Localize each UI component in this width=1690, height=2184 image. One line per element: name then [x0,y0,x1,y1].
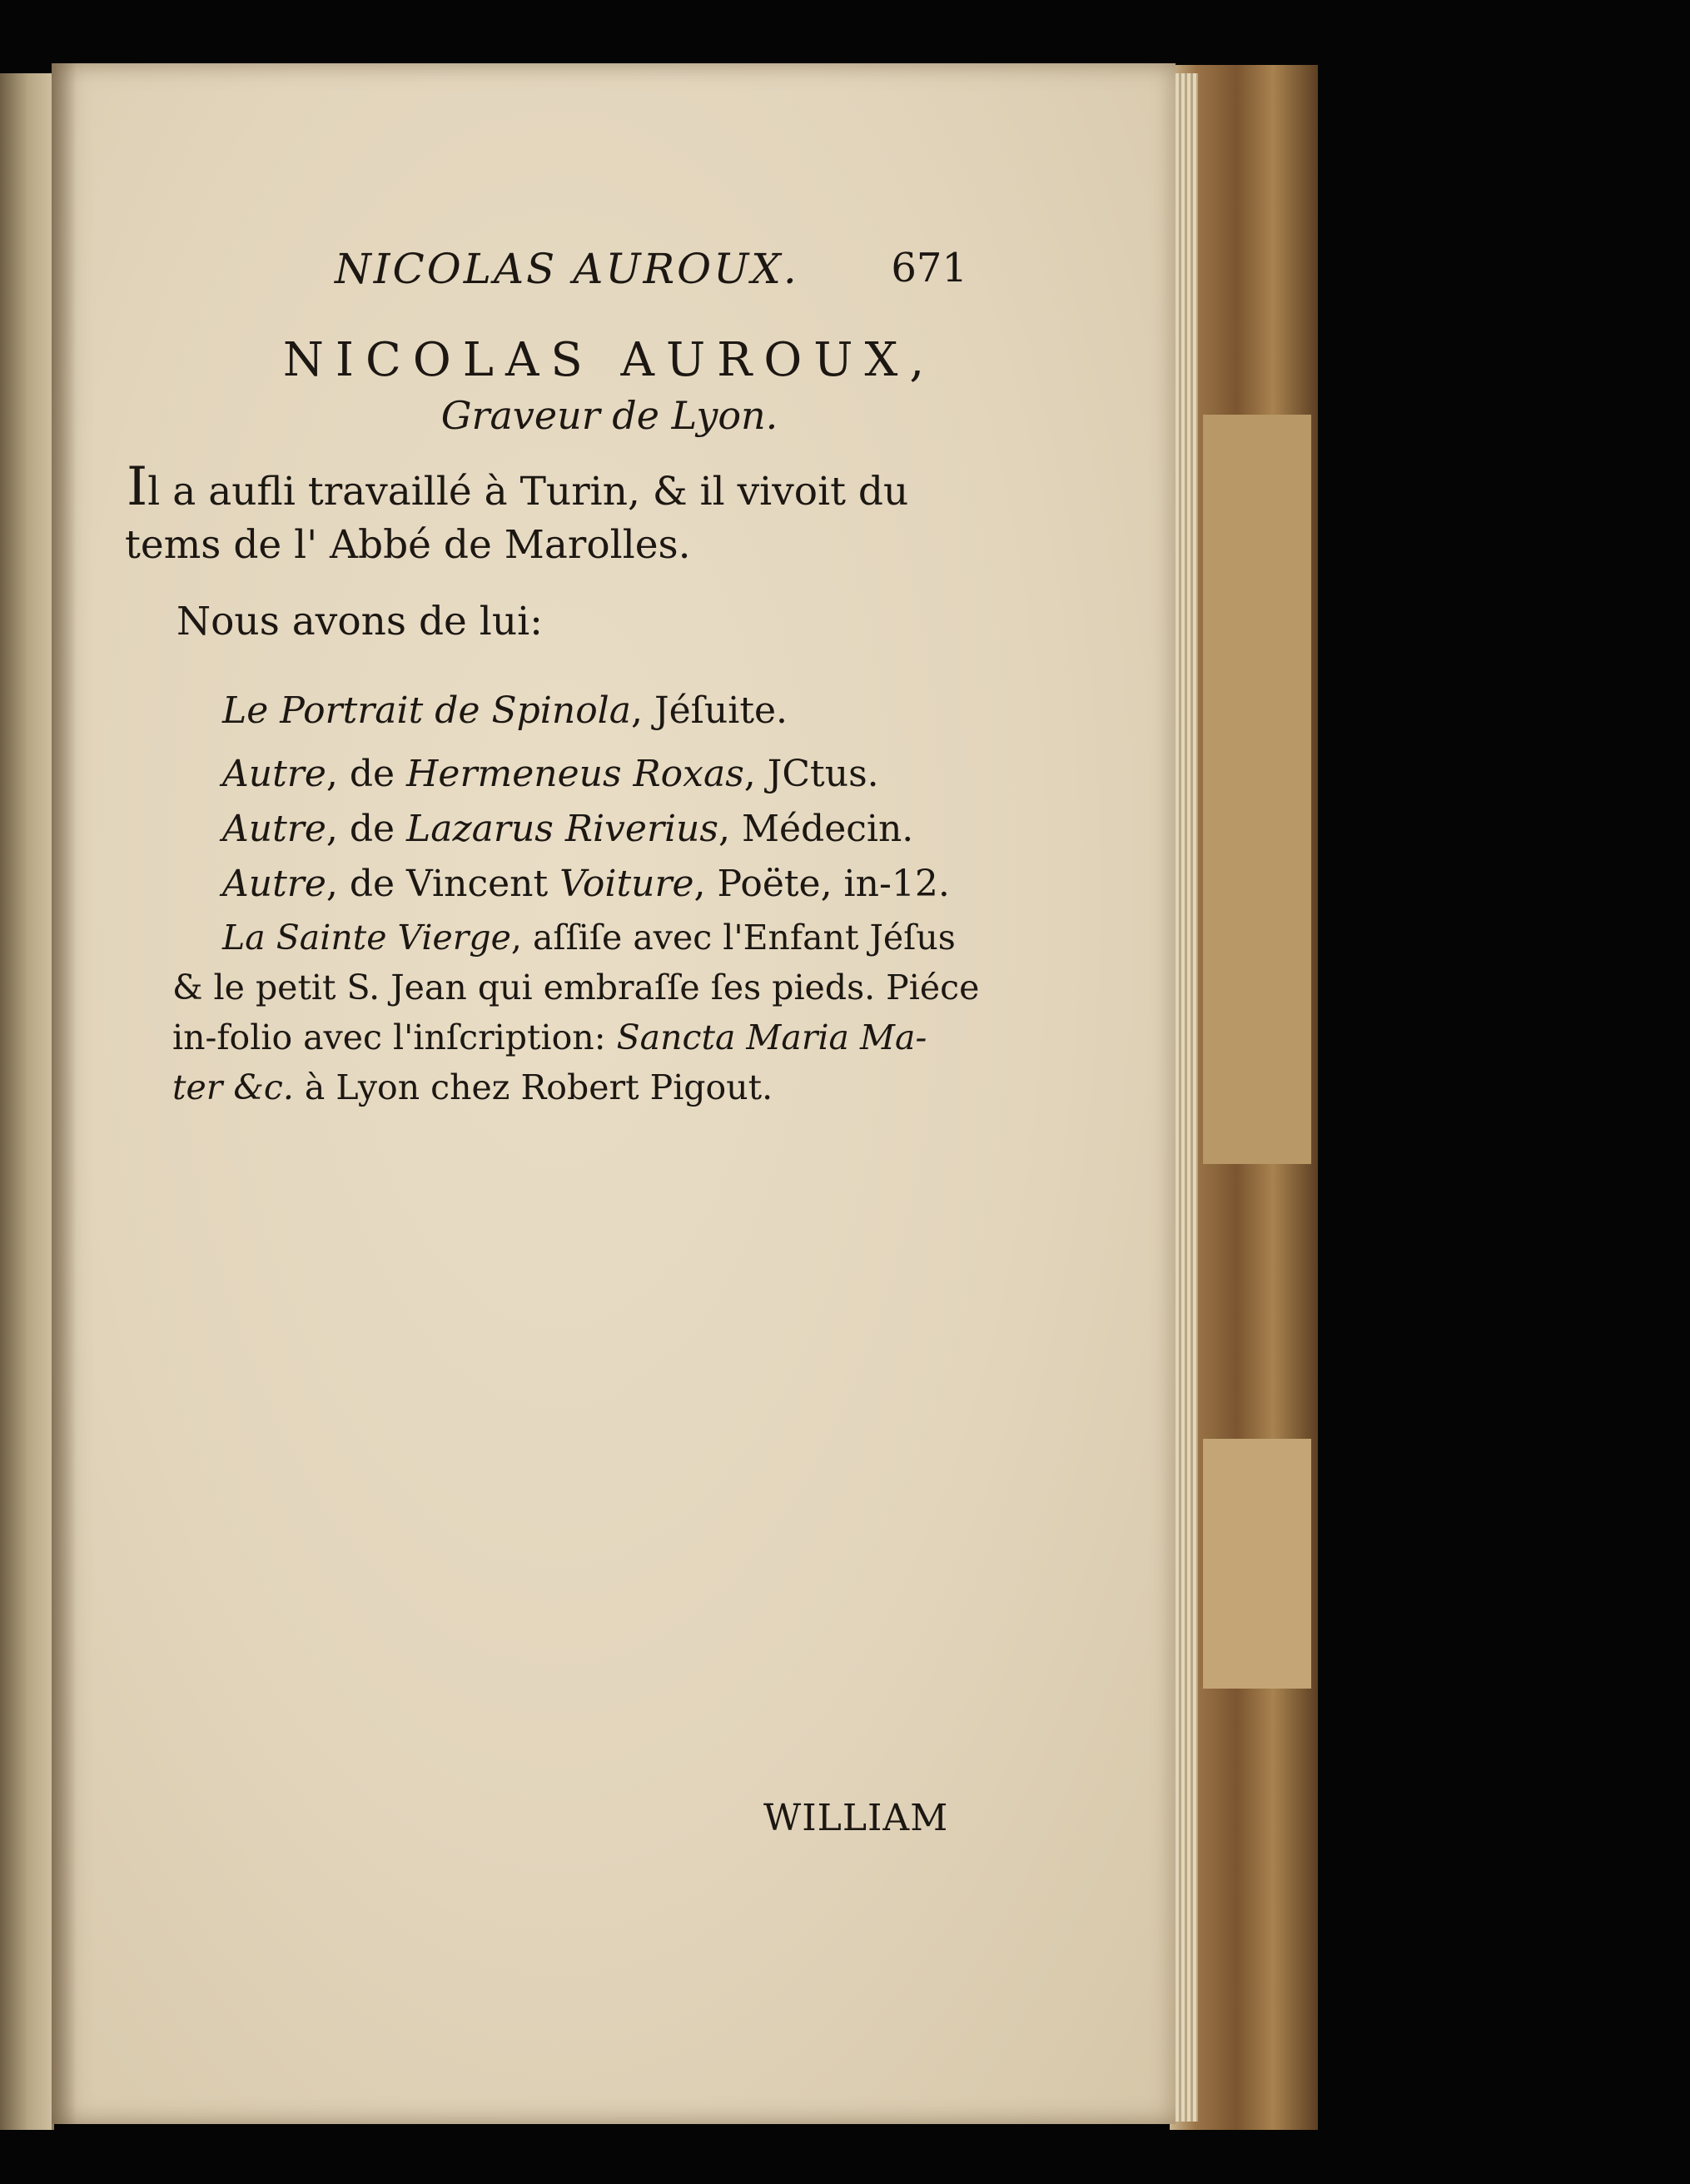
intro-line-1-text: l a aufli travaillé à Turin, & il vivoit du [147,469,909,515]
show-through-texture [276,1112,959,1845]
drop-initial: I [127,456,148,518]
page-gutter-shadow [52,63,77,2124]
work-item: Autre, de Vincent Voiture, Poëte, in-12. [222,863,950,905]
final-line-3: in-folio avec l'inſcription: Sancta Maria Ma- [172,1017,927,1057]
intro-line-2: tems de l' Abbé de Marolles. [125,522,691,568]
catchword: WILLIAM [763,1797,949,1839]
running-head-title: NICOLAS AUROUX. [335,245,799,293]
cover-band [1203,415,1311,1164]
final-line-2: & le petit S. Jean qui embraſſe ſes pieds. Piéce [172,968,980,1007]
cover-band [1203,1439,1311,1689]
running-head [276,245,967,311]
final-line-4: ter &c. à Lyon chez Robert Pigout. [172,1067,773,1107]
works-intro: Nous avons de lui: [176,599,543,644]
work-item: Le Portrait de Spinola, Jéſuite. [222,689,788,732]
entry-subtitle: Graveur de Lyon. [440,393,778,438]
entry-title: NICOLAS AUROUX, [282,333,937,387]
page-number: 671 [891,245,967,291]
intro-line-1 [127,456,909,518]
work-item: Autre, de Hermeneus Roxas, JCtus. [222,753,879,795]
final-line-1: La Sainte Vierge, aſſiſe avec l'Enfant Jéſus [222,918,956,958]
book-page [52,63,1176,2124]
final-entry-block [172,913,980,1112]
left-page-edge [0,73,54,2130]
work-item: Autre, de Lazarus Riverius, Médecin. [222,808,914,850]
